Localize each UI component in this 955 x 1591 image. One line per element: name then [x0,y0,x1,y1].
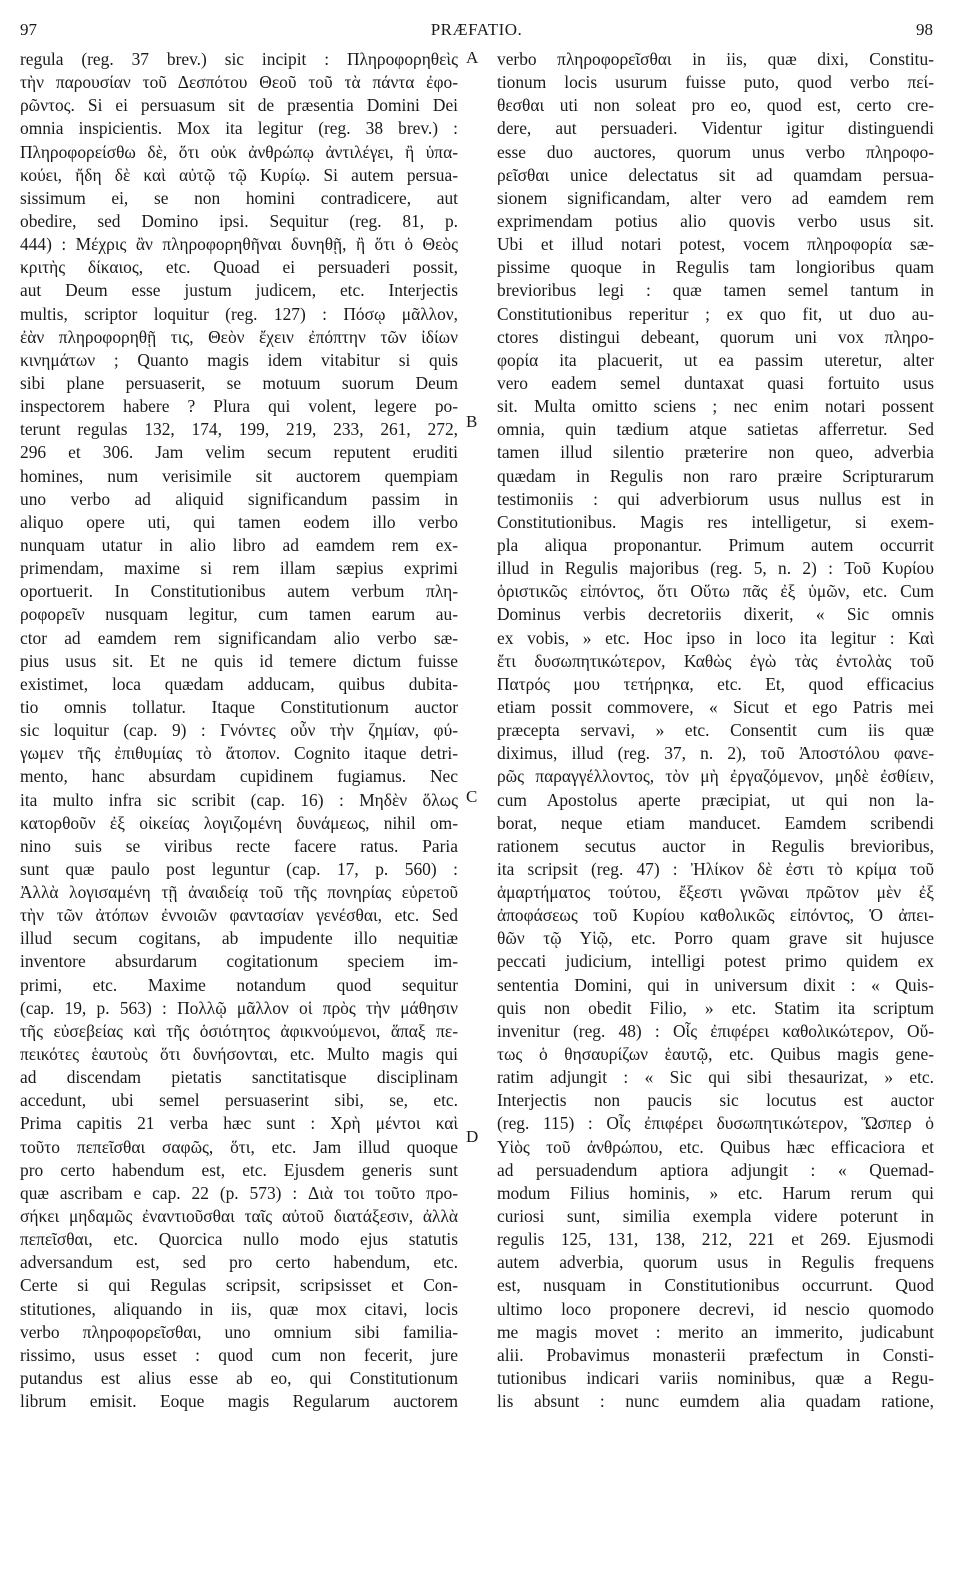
text-line: omnia, quin tædium atque satietas afferretur. Sed [497,419,934,440]
text-line: Πληροφορείσθω δὲ, ὅτι οὐκ ἀνθρώπῳ ἀντιλέγει, ἢ ὑπα- [20,141,458,162]
text-line: peccati judicium, intelligi potest primo quidem ex [497,951,934,972]
text-line: κούει, ἤδη δὲ καὶ αὐτῷ τῷ Κυρίῳ. Si autem persua- [20,164,458,185]
text-line: alii. Probavimus monasterii præfectum in Consti- [497,1344,934,1365]
text-line: terunt regulas 132, 174, 199, 219, 233, 261, 272, [20,419,458,440]
text-line: adversandum est, sed pro certo habendum, etc. [20,1252,458,1273]
text-line: ad persuadendum aptiora adjungit : « Quemad- [497,1159,934,1180]
text-line: verbo πληροφορεῖσθαι in iis, quæ dixi, Constitu- [497,49,934,69]
text-line: putandus est alius esse ab eo, qui Constitutionum [20,1368,458,1389]
text-line: illud in Regulis majoribus (reg. 5, n. 2) : Τοῦ Κυρίου [497,558,934,579]
text-line: multis, scriptor loquitur (reg. 127) : Πόσῳ μᾶλλον, [20,303,458,324]
text-line: ratim adjungit : « Sic qui sibi thesaurizat, » etc. [497,1067,934,1088]
page-number-right: 98 [916,20,933,39]
text-line: me magis movet : merito an immerito, judicabunt [497,1321,934,1342]
text-line: rissimo, usus esset : quod cum non fecerit, jure [20,1344,458,1365]
text-line: est, nusquam in Constitutionibus occurrunt. Quod [497,1275,934,1296]
text-line: ita multo infra sic scribit (cap. 16) : Μηδὲν ὅλως [20,789,458,810]
text-line: brevioribus legi : quæ tamen semel tantum in [497,280,934,301]
text-line: ad discendam pietatis sanctitatisque disciplinam [20,1067,458,1088]
text-line: pissime quoque in Regulis tam longioribus quam [497,257,934,278]
text-line: illud secum cogitans, ab impudente illo nequitiæ [20,928,458,949]
text-line: ex vobis, » etc. Hoc ipso in loco ita legitur : Καὶ [497,627,934,648]
text-line: ultimo loco proponere decrevi, id nescio quomodo [497,1298,934,1319]
text-line: ρῶντος. Si ei persuasum sit de præsentia Domini Dei [20,95,458,116]
text-line: uno verbo ad aliquid significandum passim in [20,488,458,509]
running-title: PRÆFATIO. [430,20,523,39]
margin-letter-b: B [466,412,478,431]
text-line: exprimendam potius alio quovis verbo usus sit. [497,210,934,231]
text-line: τοῦτο πεπεῖσθαι σαφῶς, ὅτι, etc. Jam illud quoque [20,1136,458,1157]
text-line: sit. Multa omitto sciens ; nec enim notari possent [497,396,934,417]
text-line: Interjectis non paucis sic locutus est auctor [497,1090,934,1111]
text-line: ρεῖσθαι unice delectatus sit ad quamdam persua- [497,164,934,185]
text-line: γωμεν τῆς ἐπιθυμίας τὸ ἄτοπον. Cognito itaque detri- [20,743,458,764]
text-line: θεσθαι uti non soleat pro eo, quod est, certo cre- [497,95,934,116]
text-line: Prima capitis 21 verba hæc sunt : Χρὴ μέντοι καὶ [20,1113,458,1134]
text-line: κατορθοῦν ἐξ οἰκείας λογιζομένη δυνάμεως, nihil om- [20,812,458,833]
text-line: modum Filius hominis, » etc. Harum rerum qui [497,1182,934,1203]
text-line: θῶν τῷ Υἱῷ, etc. Porro quam grave sit hujusce [497,928,934,949]
text-line: vero eadem semel duntaxat quasi fortuito usus [497,372,934,393]
text-line: lis absunt : nunc eumdem alia quadam ratione, [497,1391,934,1412]
text-line: Constitutionibus. Magis res intelligetur, si exem- [497,511,934,532]
text-line: quis non obedit Filio, » etc. Statim ita scriptum [497,997,934,1018]
text-line: (reg. 115) : Οἷς ἐπιφέρει δυσωπητικώτερον, Ὥσπερ ὁ [497,1113,934,1134]
text-line: τως ὁ θησαυρίζων ἑαυτῷ, etc. Quibus magis gene- [497,1044,934,1065]
text-line: borat, neque etiam manducet. Eamdem scribendi [497,812,934,833]
text-line: ἁμαρτήματος τούτου, ἔξεστι γνῶναι πρῶτον μὲν ἐξ [497,882,934,903]
text-line: πεπεῖσθαι, etc. Quorcica nullo modo ejus statutis [20,1229,458,1250]
text-line: aut Deum esse justum judicem, etc. Interjectis [20,280,458,301]
text-line: ἔτι δυσωπητικώτερον, Καθὼς ἐγὼ τὰς ἐντολὰς τοῦ [497,650,934,671]
text-line: tutionibus indicari variis nominibus, quæ a Regu- [497,1368,934,1389]
text-line: ita scripsit (reg. 47) : Ἠλίκον δὲ ἐστι τὸ κρίμα τοῦ [497,858,934,879]
text-line: dere, aut persuaderi. Videntur igitur distinguendi [497,118,934,139]
text-line: verbo πληροφορεῖσθαι, uno omnium sibi familia- [20,1321,458,1342]
text-line: Dominus verbis decretoriis dixerit, « Sic omnis [497,604,934,625]
text-line: nunquam utatur in alio libro ad eamdem rem ex- [20,534,458,555]
text-line: ἐὰν πληροφορηθῇ τις, Θεὸν ἔχειν ἐπόπτην τῶν ἰδίων [20,326,458,347]
text-line: oportuerit. In Constitutionibus autem verbum πλη- [20,581,458,602]
text-line: autem adverbia, quorum usus in Regulis frequens [497,1252,934,1273]
text-line: sionem significandam, alter vero ad eamdem rem [497,187,934,208]
text-line: aliquo opere uti, qui tamen eodem illo verbo [20,511,458,532]
text-line: tio omnis tollatur. Itaque Constitutionum auctor [20,696,458,717]
text-line: quæ ascribam e cap. 22 (p. 573) : Διὰ τοι τοῦτο προ- [20,1182,458,1203]
text-line: σήκει μηδαμῶς ἐναντιοῦσθαι ταῖς αὐτοῦ διατάξεσιν, ἀλλὰ [20,1206,458,1227]
text-line: sic loquitur (cap. 9) : Γνόντες οὖν τὴν ζημίαν, φύ- [20,720,458,741]
text-line: Constitutionibus reperitur ; ex quo fit, ut duo au- [497,303,934,324]
text-line: librum emisit. Eoque magis Regularum auctorem [20,1391,458,1412]
text-line: πεικότες ἑαυτοὺς ὅτι δυνήσονται, etc. Multo magis qui [20,1044,458,1065]
page-header [20,20,933,44]
text-line: ctores distingui debeant, quorum uni vox πληρο- [497,326,934,347]
text-line: 296 et 306. Jam velim secum reputent eruditi [20,442,458,463]
text-line: τὴν τῶν ἀτόπων ἐννοιῶν φαντασίαν γενέσθαι, etc. Sed [20,905,458,926]
text-line: tamen illud silentio præterire non queo, adverbia [497,442,934,463]
text-line: tionum locis usurum fuisse puto, quod verbo πεί- [497,72,934,93]
text-line: Πατρός μου τετήρηκα, etc. Et, quod efficacius [497,673,934,694]
text-line: regulis 125, 131, 138, 212, 221 et 269. Ejusmodi [497,1229,934,1250]
left-text-column [20,48,458,1413]
text-line: Certe si qui Regulas scripsit, scripsisset et Con- [20,1275,458,1296]
text-line: diximus, illud (reg. 37, n. 2), τοῦ Ἀποστόλου φανε- [497,743,934,764]
text-line: κινημάτων ; Quanto magis idem vitabitur si quis [20,349,458,370]
text-line: ρῶς παραγγέλλοντος, τὸν μὴ ἐργαζόμενον, μηδὲ ἐσθίειν, [497,766,934,787]
text-line: sissimum ei, se non homini contradicere, aut [20,187,458,208]
text-line: esse duo auctores, quorum unus verbo πληροφο- [497,141,934,162]
text-line: curiosi sunt, similia exempla videre poterunt in [497,1206,934,1227]
margin-letter-c: C [466,787,478,806]
text-line: obedire, sed Domino ipsi. Sequitur (reg. 81, p. [20,210,458,231]
right-text-column [497,48,934,1413]
text-line: τὴν παρουσίαν τοῦ Δεσπότου Θεοῦ τοῦ τὰ πάντα ἐφο- [20,72,458,93]
text-line: primendam, maxime si rem illam sæpius exprimi [20,558,458,579]
text-line: testimoniis : qui adverbiorum usus nullus est in [497,488,934,509]
text-line: nino suis se viribus recte facere ratus. Paria [20,835,458,856]
text-line: pius usus sit. Et ne quis id temere dictum fuisse [20,650,458,671]
text-line: Ἀλλὰ λογισαμένη τῇ ἀναιδείᾳ τοῦ τῆς πονηρίας εὑρετοῦ [20,882,458,903]
text-line: homines, num verisimile sit auctorem quempiam [20,465,458,486]
text-line: (cap. 19, p. 563) : Πολλῷ μᾶλλον οἱ πρὸς τὴν μάθησιν [20,997,458,1018]
text-line: ροφορεῖν nusquam legitur, cum tamen earum au- [20,604,458,625]
text-line: primi, etc. Maxime notandum quod sequitur [20,974,458,995]
text-line: regula (reg. 37 brev.) sic incipit : Πληροφορηθεὶς [20,49,458,69]
page-number-left: 97 [20,20,37,39]
text-line: ὁριστικῶς εἰπόντος, ὅτι Οὕτω πᾶς ἐξ ὑμῶν, etc. Cum [497,581,934,602]
text-line: rationem secutus auctor in Regulis brevioribus, [497,835,934,856]
text-line: mento, hanc absurdam cupidinem fugiamus. Nec [20,766,458,787]
text-line: existimet, loca quædam adducam, quibus dubita- [20,673,458,694]
text-line: pla aliqua proponantur. Primum autem occurrit [497,534,934,555]
text-line: Ubi et illud notari potest, vocem πληροφορία sæ- [497,234,934,255]
text-line: sunt quæ paulo post leguntur (cap. 17, p. 560) : [20,858,458,879]
text-line: Υἱὸς τοῦ ἀνθρώπου, etc. Quibus hæc efficaciora et [497,1136,934,1157]
text-line: invenitur (reg. 48) : Οἷς ἐπιφέρει καθολικώτερον, Οὕ- [497,1020,934,1041]
text-line: sibi plane persuaserit, se motuum suorum Deum [20,372,458,393]
text-line: inventore absurdarum cogitationum speciem im- [20,951,458,972]
text-line: etiam possit commovere, « Sicut et ego Patris mei [497,696,934,717]
text-line: pro certo habendum est, etc. Ejusdem generis sunt [20,1159,458,1180]
margin-letter-d: D [466,1127,479,1146]
text-line: inspectorem habere ? Plura qui volent, legere po- [20,396,458,417]
text-line: φορία ita placuerit, ut ea passim uteretur, alter [497,349,934,370]
text-line: stitutiones, aliquando in iis, quæ mox citavi, locis [20,1298,458,1319]
text-line: κριτὴς δίκαιος, etc. Quoad ei persuaderi possit, [20,257,458,278]
text-line: τῆς εὐσεβείας καὶ τῆς ὁσιότητος ἀφικνούμενοι, ἅπαξ πε- [20,1020,458,1041]
margin-letter-a: A [466,48,479,67]
text-line: quædam in Regulis non raro præire Scripturarum [497,465,934,486]
text-line: cum Apostolus aperte præcipiat, ut qui non la- [497,789,934,810]
text-line: accedunt, ubi semel persuaserint sibi, se, etc. [20,1090,458,1111]
text-line: ἀποφάσεως τοῦ Κυρίου καθολικῶς εἰπόντος, Ὁ ἀπει- [497,905,934,926]
text-line: omnia inspicientis. Mox ita legitur (reg. 38 brev.) : [20,118,458,139]
text-line: præcepta servavi, » etc. Consentit cum iis quæ [497,720,934,741]
text-line: ctor ad eamdem rem significandam alio verbo sæ- [20,627,458,648]
text-line: 444) : Μέχρις ἂν πληροφορηθῆναι δυνηθῇ, ἢ ὅτι ὁ Θεὸς [20,234,458,255]
text-line: sententia Domini, qui in universum dixit : « Quis- [497,974,934,995]
